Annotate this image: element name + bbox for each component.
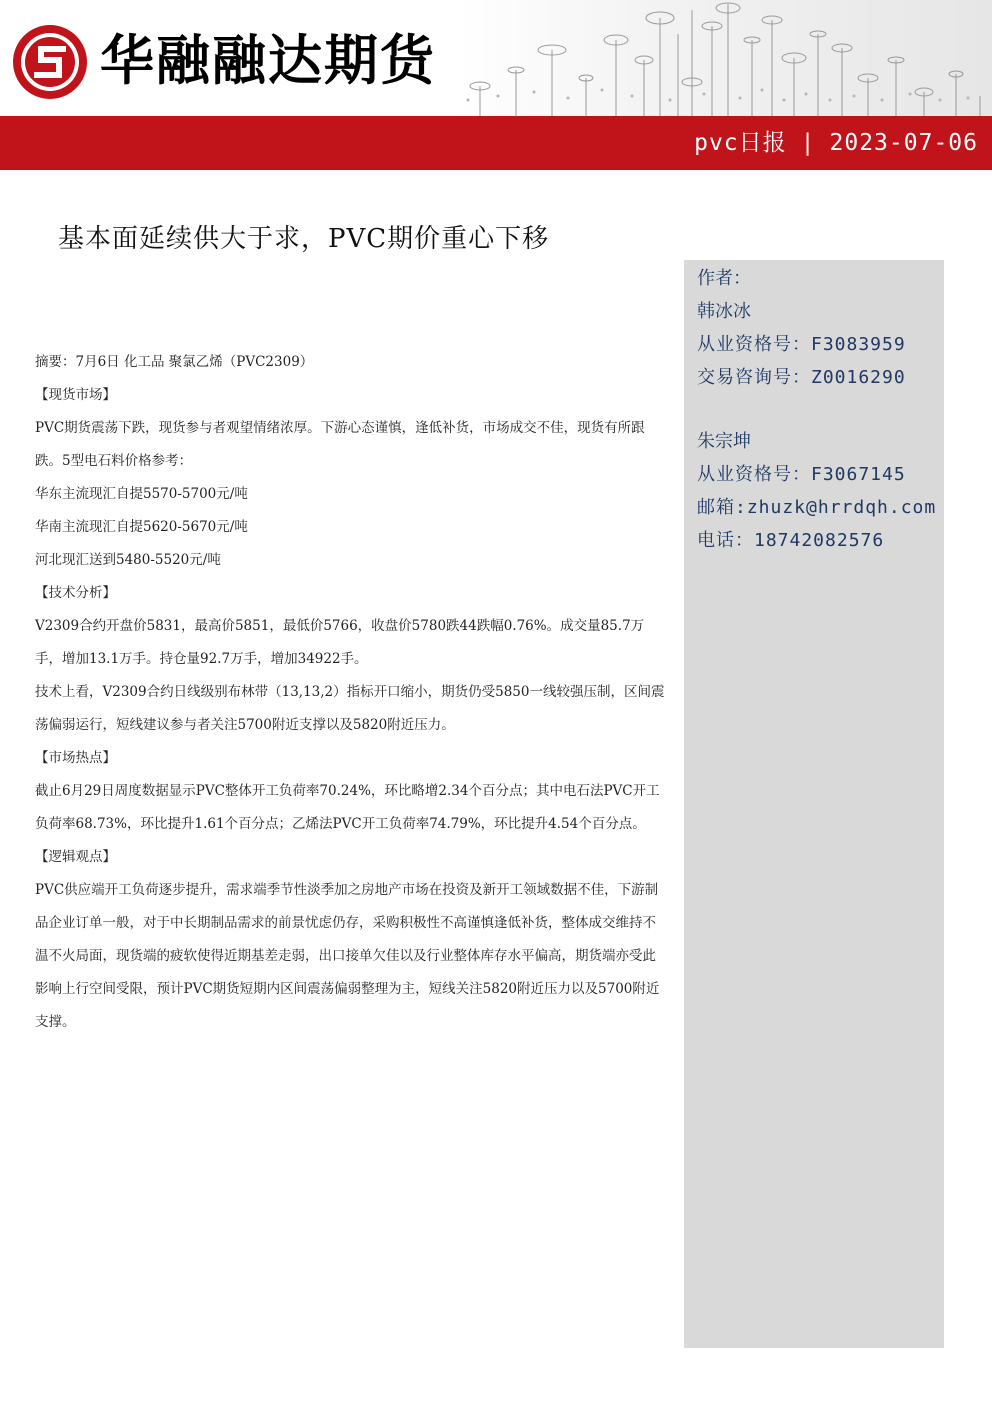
section-heading-logic: 【逻辑观点】 bbox=[35, 849, 116, 865]
price-line-hebei: 河北现汇送到5480-5520元/吨 bbox=[35, 552, 221, 568]
section-heading-technical: 【技术分析】 bbox=[35, 585, 116, 601]
section-heading-spot-market: 【现货市场】 bbox=[35, 387, 116, 403]
header-decoration bbox=[456, 0, 992, 116]
page-title: 基本面延续供大于求，PVC期价重心下移 bbox=[58, 224, 550, 254]
author-qualification: 从业资格号：F3067145 bbox=[697, 464, 906, 485]
company-logo-icon bbox=[10, 22, 90, 102]
author-consult-number: 交易咨询号：Z0016290 bbox=[697, 367, 906, 388]
section-heading-hotspots: 【市场热点】 bbox=[35, 750, 116, 766]
author-name: 朱宗坤 bbox=[697, 431, 751, 452]
paragraph: PVC期货震荡下跌，现货参与者观望情绪浓厚。下游心态谨慎，逢低补货，市场成交不佳，现货有所跟跌。5型电石料价格参考： bbox=[35, 420, 645, 469]
company-name: 华融融达期货 bbox=[100, 29, 436, 92]
paragraph: V2309合约开盘价5831，最高价5851，最低价5766，收盘价5780跌44跌幅0.76%。成交量85.7万手，增加13.1万手。持仓量92.7万手，增加34922手。 bbox=[35, 618, 645, 667]
price-line-east: 华东主流现汇自提5570-5700元/吨 bbox=[35, 486, 248, 502]
paragraph: PVC供应端开工负荷逐步提升，需求端季节性淡季加之房地产市场在投资及新开工领域数据不佳，下游制品企业订单一般，对于中长期制品需求的前景忧虑仍存，采购积极性不高谨慎逢低补货，整体成交维持不温不火局面，现货端的疲软使得近期基差走弱，出口接单欠佳以及行业整体库存水平偏高，期货端亦受此影响上行空间受限，预计PVC期货短期内区间震荡偏弱整理为主，短线关注5820附近压力以及5700附近支撑。 bbox=[35, 882, 660, 1030]
report-separator: | bbox=[800, 130, 816, 156]
author-label: 作者： bbox=[697, 268, 751, 289]
author-block-2 bbox=[697, 425, 936, 557]
author-block-1 bbox=[697, 262, 906, 394]
price-line-south: 华南主流现汇自提5620-5670元/吨 bbox=[35, 519, 248, 535]
author-phone: 电话：18742082576 bbox=[697, 530, 885, 551]
report-date: 2023-07-06 bbox=[829, 130, 978, 156]
author-sidebar bbox=[684, 260, 944, 1348]
report-body bbox=[35, 346, 665, 1039]
paragraph: 截止6月29日周度数据显示PVC整体开工负荷率70.24%，环比略增2.34个百分点；其中电石法PVC开工负荷率68.73%，环比提升1.61个百分点；乙烯法PVC开工负荷率74.79%，环比提升4.54个百分点。 bbox=[35, 783, 660, 832]
author-email: 邮箱:zhuzk@hrrdqh.com bbox=[697, 497, 937, 518]
report-info bbox=[694, 124, 978, 162]
report-type: pvc日报 bbox=[694, 130, 787, 156]
summary-line: 摘要：7月6日 化工品 聚氯乙烯（PVC2309） bbox=[35, 354, 314, 370]
author-name: 韩冰冰 bbox=[697, 301, 751, 322]
author-qualification: 从业资格号：F3083959 bbox=[697, 334, 906, 355]
paragraph: 技术上看，V2309合约日线级别布林带（13,13,2）指标开口缩小，期货仍受5850一线较强压制，区间震荡偏弱运行，短线建议参与者关注5700附近支撑以及5820附近压力。 bbox=[35, 684, 665, 733]
